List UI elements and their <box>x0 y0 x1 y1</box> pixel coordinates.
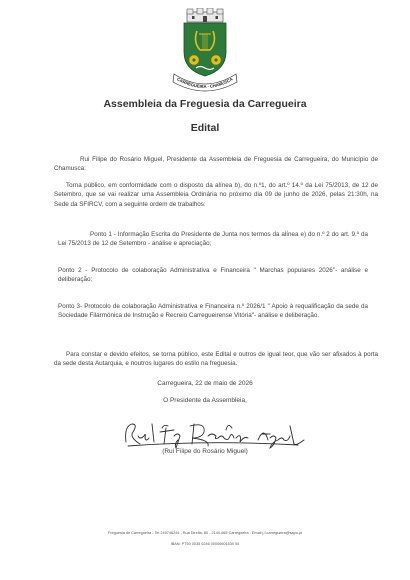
agenda-item <box>58 230 368 249</box>
announcement-paragraph: Torna público, em conformidade com o disposto da alínea b), do n.º1, do art.º 14.º da Lei 75/2013, de 12 de Setembro, que se vai realizar uma Assembleia Ordinária no próximo dia 09 de junho de 2026, pelas 21:30h, na Sede da SFIRCV, com a seguinte ordem de trabalhos: <box>54 182 378 208</box>
document-title: Assembleia da Freguesia da Carregueira <box>103 98 307 110</box>
agenda-item-text: Informação Escrita do Presidente de Junta nos termos da alínea e) do n.º 2 do art. 9.º da Lei 75/2013 de 12 de Setembro - análise e apreciação; <box>58 231 368 248</box>
banner-text: CARREGUEIRA · CHAMUSCA <box>176 76 234 90</box>
footer-address: Freguesia de Carregueira - Tel 249746244 - Rua Direita, 80 - 2140-665 Carregueira - Email j.f.carregueira@sapo.pt <box>107 531 303 535</box>
agenda-item-text: Protocolo de colaboração Administrativa e Financeira " Marchas populares 2026"- análise e deliberação; <box>58 267 369 284</box>
agenda-item-label: Ponto 2 - <box>58 267 88 274</box>
agenda-item-label: Ponto 3- <box>58 303 83 310</box>
handwritten-signature <box>118 418 308 450</box>
agenda-item <box>58 266 368 285</box>
mural-crown <box>187 8 223 22</box>
signer-role: O Presidente da Assembleia, <box>163 397 247 404</box>
intro-paragraph: Rui Filipe do Rosário Miguel, Presidente da Assembleia de Freguesia de Carregueira, do Município de Chamusca: <box>54 156 378 173</box>
coat-of-arms-logo <box>170 8 240 94</box>
agenda-item <box>58 302 368 321</box>
agenda-item-label: Ponto 1 - <box>90 231 116 238</box>
place-and-date: Carregueira, 22 de maio de 2026 <box>157 380 253 387</box>
footer-iban: IBAN: PT50 0035 0246 00006601530 54 <box>170 542 240 546</box>
signer-name: (Rui Filipe do Rosário Miguel) <box>162 448 248 455</box>
agenda-item-text: Protocolo de colaboração Administrativa e Financeira n.º 2026/1 " Apoio à requalificação da sede da Sociedade Filarmónica de Instrução e Recreio Carregueirense Vitória"- análise e deliberação. <box>58 303 368 320</box>
closing-paragraph: Para constar e devido efeitos, se torna público, este Edital e outros de igual teor, que vão ser afixados à porta da sede desta Autarquia, e noutros lugares do estilo na freguesia. <box>54 351 378 368</box>
document-subtitle: Edital <box>190 122 220 134</box>
